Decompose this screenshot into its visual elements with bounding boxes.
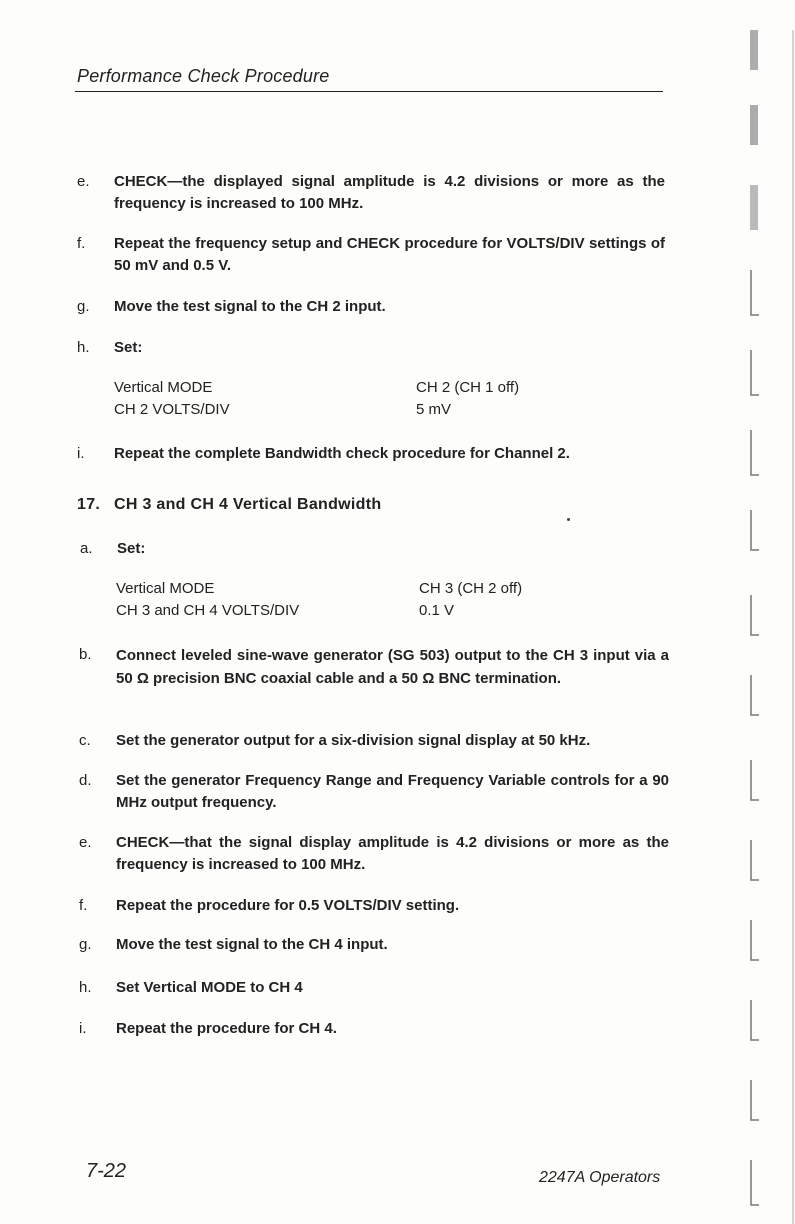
settings-row (114, 377, 574, 399)
page-number: 7-22 (86, 1160, 127, 1182)
item-text: Repeat the complete Bandwidth check procedure for Channel 2. (114, 445, 570, 462)
settings-row (114, 399, 574, 421)
page-header-title: Performance Check Procedure (77, 66, 330, 86)
item-letter: f. (79, 897, 88, 914)
speck (567, 518, 570, 521)
manual-name: 2247A Operators (539, 1169, 661, 1186)
item-letter: i. (77, 445, 85, 462)
item-text: CHECK—the displayed signal amplitude is 4.2 divisions or more as the frequency is increased to 100 MHz. (114, 173, 665, 212)
item-text: Move the test signal to the CH 2 input. (114, 298, 386, 315)
section-number: 17. (77, 496, 101, 513)
settings-label: CH 2 VOLTS/DIV (114, 401, 230, 418)
item-letter: g. (79, 936, 92, 953)
item-letter: e. (77, 173, 90, 190)
settings-label: Vertical MODE (114, 379, 213, 396)
section-heading (77, 496, 381, 514)
settings-table (116, 578, 576, 622)
item-letter: h. (79, 979, 92, 996)
item-text: Repeat the procedure for 0.5 VOLTS/DIV setting. (116, 897, 460, 914)
settings-table (114, 377, 574, 421)
item-text: Set Vertical MODE to CH 4 (116, 979, 303, 996)
scan-edge-marks (735, 0, 795, 1224)
item-letter: f. (77, 235, 86, 252)
section-title-text: CH 3 and CH 4 Vertical Bandwidth (114, 496, 382, 513)
settings-value: 5 mV (416, 401, 452, 418)
item-letter: h. (77, 339, 90, 356)
settings-value: CH 3 (CH 2 off) (419, 580, 523, 597)
item-text: Set: (117, 540, 146, 557)
item-text: Repeat the procedure for CH 4. (116, 1020, 337, 1037)
settings-label: Vertical MODE (116, 580, 215, 597)
item-text: Set: (114, 339, 143, 356)
item-letter: a. (80, 540, 93, 557)
settings-value: CH 2 (CH 1 off) (416, 379, 520, 396)
item-letter: b. (79, 646, 92, 663)
item-text: Set the generator Frequency Range and Frequency Variable controls for a 90 MHz output frequency. (116, 772, 669, 811)
item-text: Move the test signal to the CH 4 input. (116, 936, 388, 953)
item-text: CHECK—that the signal display amplitude is 4.2 divisions or more as the frequency is increased to 100 MHz. (116, 834, 669, 873)
settings-row (116, 578, 576, 600)
item-letter: e. (79, 834, 92, 851)
settings-row (116, 600, 576, 622)
item-letter: d. (79, 772, 92, 789)
header-rule (75, 91, 663, 92)
item-text: Repeat the frequency setup and CHECK procedure for VOLTS/DIV settings of 50 mV and 0.5 V. (114, 235, 665, 274)
item-text: Set the generator output for a six-division signal display at 50 kHz. (116, 732, 591, 749)
item-letter: c. (79, 732, 91, 749)
settings-value: 0.1 V (419, 602, 455, 619)
settings-label: CH 3 and CH 4 VOLTS/DIV (116, 602, 300, 619)
item-letter: g. (77, 298, 90, 315)
item-text: Connect leveled sine-wave generator (SG 503) output to the CH 3 input via a 50 Ω precision BNC coaxial cable and a 50 Ω BNC termination. (116, 647, 669, 687)
item-letter: i. (79, 1020, 87, 1037)
